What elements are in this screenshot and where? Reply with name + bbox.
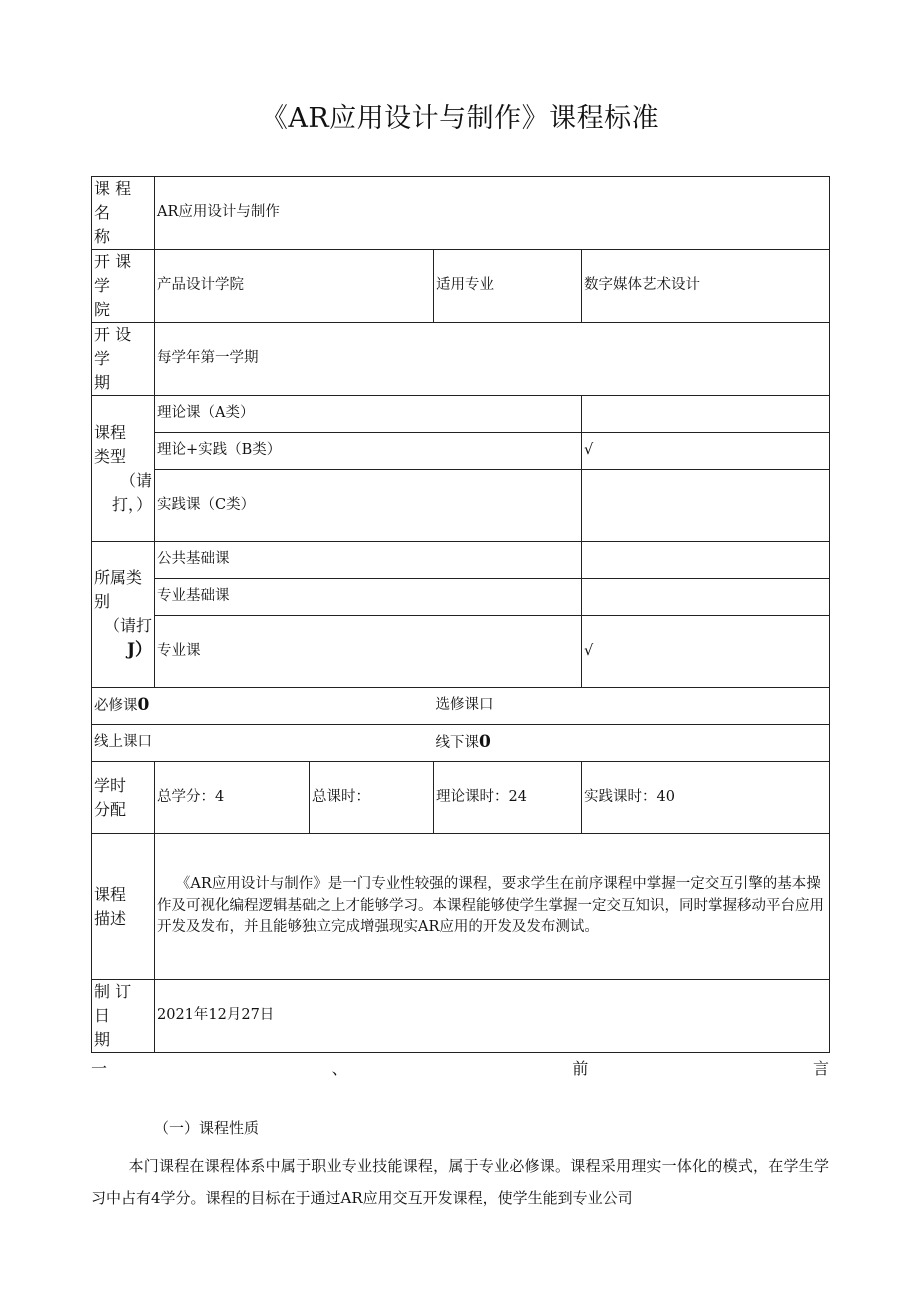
heading-char: 一 — [91, 1059, 108, 1078]
category-mark-public — [582, 542, 830, 579]
label-line: 制 订 日 — [94, 982, 132, 1025]
type-option-b: 理论+实践（B类） — [155, 433, 582, 470]
row-type-a — [92, 396, 830, 433]
row-description — [92, 834, 830, 980]
subsection-title: （一）课程性质 — [154, 1119, 260, 1137]
course-type-label — [92, 396, 155, 542]
category-option-major: 专业课 — [155, 616, 582, 688]
offline-label: 线下课 — [435, 735, 479, 752]
heading-char: 、 — [331, 1059, 348, 1078]
label-line: 开 设 学 — [94, 325, 132, 368]
category-mark-basic — [582, 579, 830, 616]
date-value: 2021年12月27日 — [155, 980, 830, 1053]
description-label — [92, 834, 155, 980]
label-line: 打，） — [111, 494, 152, 514]
row-required — [92, 688, 830, 725]
elective-cell — [434, 688, 830, 725]
category-label — [92, 542, 155, 688]
label-line: J） — [126, 639, 152, 660]
semester-value: 每学年第一学期 — [155, 323, 830, 396]
description-text: 《AR应用设计与制作》是一门专业性较强的课程，要求学生在前序课程中掌握一定交互引擎的基本操作及可视化编程逻辑基础之上才能够学习。本课程能够使学生掌握一定交互知识，同时掌握移动平台应用开发及发布，并且能够独立完成增强现实AR应用的开发及发布测试。 — [155, 834, 830, 980]
hours-total: 总课时： — [310, 762, 434, 834]
label-line: （请 — [119, 470, 152, 490]
elective-label: 选修课口 — [435, 697, 494, 714]
online-label: 线上课口 — [94, 734, 152, 751]
required-cell — [92, 688, 434, 725]
major-value: 数字媒体艺术设计 — [582, 250, 830, 323]
label-line: 院 — [94, 300, 111, 319]
course-standard-table — [91, 176, 830, 1053]
row-date — [92, 980, 830, 1053]
type-option-a: 理论课（A类） — [155, 396, 582, 433]
row-semester — [92, 323, 830, 396]
required-label: 必修课 — [94, 698, 138, 715]
label-line: 期 — [94, 373, 111, 392]
label-line: （请打 — [103, 615, 152, 635]
required-mark: 0 — [137, 695, 150, 716]
row-type-b — [92, 433, 830, 470]
hours-theory: 理论课时：24 — [434, 762, 582, 834]
label-line: 分配 — [94, 799, 127, 819]
label-line: 课程 — [94, 422, 127, 442]
document-title: 《AR应用设计与制作》课程标准 — [260, 103, 660, 134]
type-option-c: 实践课（C类） — [155, 470, 582, 542]
section-heading-preface — [91, 1056, 829, 1079]
row-category-public — [92, 542, 830, 579]
row-college — [92, 250, 830, 323]
type-mark-c — [582, 470, 830, 542]
heading-char: 前 — [572, 1059, 589, 1078]
label-line: 所属类 — [94, 567, 143, 587]
row-category-basic — [92, 579, 830, 616]
category-option-basic: 专业基础课 — [155, 579, 582, 616]
category-mark-major: √ — [582, 616, 830, 688]
label-line: 学时 — [94, 775, 127, 795]
label-line: 别 — [94, 591, 111, 611]
label-line: 课程 — [94, 884, 127, 904]
hours-credits: 总学分：4 — [155, 762, 310, 834]
row-category-major — [92, 616, 830, 688]
date-label — [92, 980, 155, 1053]
label-line: 期 — [94, 1030, 111, 1049]
label-line: 描述 — [94, 908, 127, 928]
label-line: 类型 — [94, 446, 127, 466]
type-mark-b: √ — [582, 433, 830, 470]
college-value: 产品设计学院 — [155, 250, 434, 323]
row-course-name — [92, 177, 830, 250]
body-paragraph: 本门课程在课程体系中属于职业专业技能课程，属于专业必修课。课程采用理实一体化的模式，在学生学习中占有4学分。课程的目标在于通过AR应用交互开发课程，使学生能到专业公司 — [91, 1157, 829, 1208]
label-line: 称 — [94, 227, 111, 246]
label-line: 开 课 学 — [94, 252, 132, 295]
row-type-c — [92, 470, 830, 542]
type-mark-a — [582, 396, 830, 433]
course-name-value: AR应用设计与制作 — [155, 177, 830, 250]
course-name-label — [92, 177, 155, 250]
semester-label — [92, 323, 155, 396]
online-cell — [92, 725, 434, 762]
major-label: 适用专业 — [434, 250, 582, 323]
row-hours — [92, 762, 830, 834]
hours-label — [92, 762, 155, 834]
row-online — [92, 725, 830, 762]
offline-cell — [434, 725, 830, 762]
college-label — [92, 250, 155, 323]
hours-practice: 实践课时：40 — [582, 762, 830, 834]
label-line: 课 程 名 — [94, 179, 132, 222]
category-option-public: 公共基础课 — [155, 542, 582, 579]
offline-mark: 0 — [479, 732, 491, 753]
heading-char: 言 — [812, 1059, 829, 1078]
